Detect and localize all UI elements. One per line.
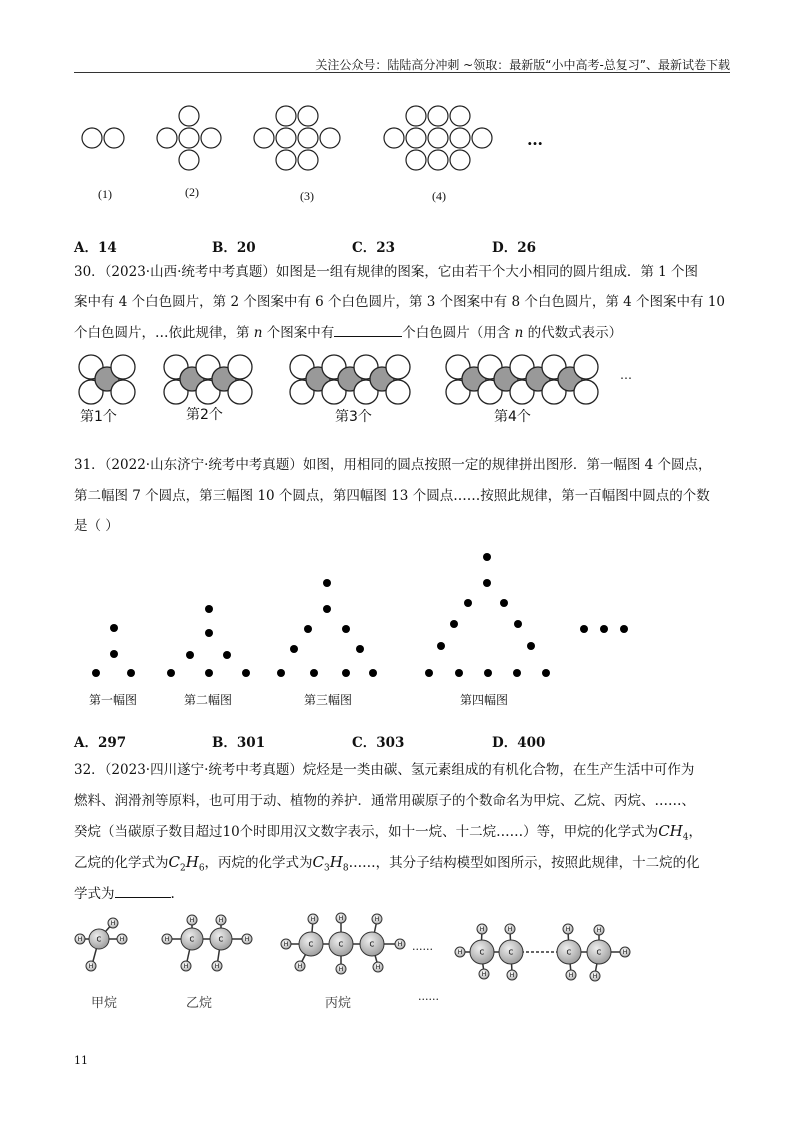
hydrogen-letter: H xyxy=(507,926,513,933)
q29-label-1: (1) xyxy=(98,187,112,201)
q32-molecule-models xyxy=(66,906,656,986)
carbon-letter: C xyxy=(218,935,224,944)
q29-option-b[interactable]: B．20 xyxy=(212,240,256,256)
circle xyxy=(406,150,426,170)
circle xyxy=(179,128,199,148)
dot xyxy=(500,599,508,607)
hydrogen-letter: H xyxy=(189,917,195,924)
dot xyxy=(205,669,213,677)
page-number: 11 xyxy=(74,1054,88,1067)
q31-option-d[interactable]: D．400 xyxy=(492,735,546,751)
carbon-letter: C xyxy=(566,948,572,957)
q32-label-propane: 丙烷 xyxy=(325,996,352,1011)
dot xyxy=(205,605,213,613)
circle xyxy=(104,128,124,148)
hydrogen-letter: H xyxy=(297,963,303,970)
hydrogen-letter: H xyxy=(110,920,116,927)
hydrogen-letter: H xyxy=(183,963,189,970)
dot xyxy=(342,625,350,633)
dot xyxy=(455,669,463,677)
q32-line-1: 32．（2023·四川遂宁·统考中考真题）烷烃是一类由碳、氢元素组成的有机化合物，在生产生活中可作为 xyxy=(74,762,695,778)
hydrogen-letter: H xyxy=(375,964,381,971)
circle xyxy=(406,128,426,148)
dot xyxy=(356,645,364,653)
hydrogen-letter: H xyxy=(244,936,250,943)
disc xyxy=(228,380,252,404)
hydrogen-letter: H xyxy=(622,949,628,956)
circle xyxy=(320,128,340,148)
dot xyxy=(484,669,492,677)
circle xyxy=(179,106,199,126)
q31-label-2: 第二幅图 xyxy=(184,693,233,707)
q31-option-a[interactable]: A．297 xyxy=(74,735,127,751)
q30-label-2: 第2个 xyxy=(186,407,223,423)
circle xyxy=(276,106,296,126)
q32-line-2: 燃料、润滑剂等原料，也可用于动、植物的养护．通常用碳原子的个数命名为甲烷、乙烷、丙烷、……、 xyxy=(74,793,695,809)
q32-label-methane: 甲烷 xyxy=(91,996,118,1011)
circle xyxy=(179,150,199,170)
dot xyxy=(290,645,298,653)
hydrogen-letter: H xyxy=(338,915,344,922)
dot xyxy=(425,669,433,677)
disc xyxy=(111,380,135,404)
circle xyxy=(298,150,318,170)
carbon-letter: C xyxy=(479,948,485,957)
carbon-letter: C xyxy=(508,948,514,957)
circle xyxy=(254,128,274,148)
hydrogen-letter: H xyxy=(310,916,316,923)
q31-dot-patterns xyxy=(70,545,650,685)
dot xyxy=(483,579,491,587)
circle xyxy=(384,128,404,148)
circle xyxy=(82,128,102,148)
header-rule xyxy=(74,72,730,73)
circle xyxy=(450,128,470,148)
dot xyxy=(310,669,318,677)
q29-option-c[interactable]: C．23 xyxy=(352,240,396,256)
q30-answer-blank[interactable] xyxy=(334,322,402,337)
circle xyxy=(428,128,448,148)
hydrogen-letter: H xyxy=(88,963,94,970)
hydrogen-letter: H xyxy=(119,936,125,943)
circle xyxy=(428,150,448,170)
dot xyxy=(514,620,522,628)
dot xyxy=(242,669,250,677)
carbon-letter: C xyxy=(189,935,195,944)
q29-label-2: (2) xyxy=(185,185,199,199)
disc xyxy=(574,355,598,379)
dot xyxy=(369,669,377,677)
q30-disc-patterns xyxy=(70,352,640,410)
circle xyxy=(157,128,177,148)
circle xyxy=(298,106,318,126)
circle xyxy=(201,128,221,148)
ellipsis-dot xyxy=(620,625,628,633)
hydrogen-letter: H xyxy=(509,972,515,979)
dot xyxy=(304,625,312,633)
q31-option-c[interactable]: C．303 xyxy=(352,735,405,751)
carbon-letter: C xyxy=(308,940,314,949)
q31-label-4: 第四幅图 xyxy=(460,693,509,707)
dot xyxy=(277,669,285,677)
q30-line-1: 30．（2023·山西·统考中考真题）如图是一组有规律的图案，它由若干个大小相同的圆片组成．第 1 个图 xyxy=(74,264,699,280)
disc xyxy=(386,380,410,404)
q30-line-2: 案中有 4 个白色圆片，第 2 个图案中有 6 个白色圆片，第 3 个图案中有 8 个白色圆片，第 4 个图案中有 10 xyxy=(74,294,725,310)
carbon-letter: C xyxy=(596,948,602,957)
dot xyxy=(342,669,350,677)
hydrogen-letter: H xyxy=(164,936,170,943)
q32-dots-top: ...... xyxy=(412,940,433,953)
q30-label-1: 第1个 xyxy=(80,409,117,425)
dot xyxy=(205,629,213,637)
dot xyxy=(450,620,458,628)
q31-line-1: 31．（2022·山东济宁·统考中考真题）如图，用相同的圆点按照一定的规律拼出图形．第一幅图 4 个圆点， xyxy=(74,457,712,473)
dot xyxy=(127,669,135,677)
carbon-letter: C xyxy=(96,935,102,944)
q32-line-5: 学式为 . xyxy=(74,883,175,904)
dot xyxy=(92,669,100,677)
q29-label-3: (3) xyxy=(300,189,314,203)
hydrogen-letter: H xyxy=(596,927,602,934)
q31-label-1: 第一幅图 xyxy=(89,693,138,707)
q32-label-ethane: 乙烷 xyxy=(186,996,213,1011)
disc xyxy=(111,355,135,379)
q31-option-b[interactable]: B．301 xyxy=(212,735,266,751)
dot xyxy=(513,669,521,677)
dot xyxy=(464,599,472,607)
dot xyxy=(483,553,491,561)
hydrogen-letter: H xyxy=(592,973,598,980)
dot xyxy=(323,605,331,613)
q30-ellipsis: … xyxy=(620,368,632,382)
carbon-letter: C xyxy=(338,940,344,949)
q32-line-3: 癸烷（当碳原子数目超过10个时即用汉文数字表示，如十一烷、十二烷……）等，甲烷的化学式为$CH_4$， xyxy=(74,822,702,843)
ellipsis-dot xyxy=(600,625,608,633)
q29-ellipsis: … xyxy=(527,130,543,149)
hydrogen-letter: H xyxy=(283,941,289,948)
dot xyxy=(542,669,550,677)
dot xyxy=(167,669,175,677)
circle xyxy=(298,128,318,148)
circle xyxy=(276,150,296,170)
dot xyxy=(437,642,445,650)
dot xyxy=(527,642,535,650)
hydrogen-letter: H xyxy=(77,936,83,943)
disc xyxy=(228,355,252,379)
circle xyxy=(450,106,470,126)
circle xyxy=(428,106,448,126)
circle xyxy=(276,128,296,148)
hydrogen-letter: H xyxy=(397,941,403,948)
q32-line-4: 乙烷的化学式为$C_2H_6$，丙烷的化学式为$C_3H_8\dots\dots$，其分子结构模型如图所示，按照此规律，十二烷的化 xyxy=(74,853,700,874)
hydrogen-letter: H xyxy=(374,916,380,923)
q31-line-2: 第二幅图 7 个圆点，第三幅图 10 个圆点，第四幅图 13 个圆点……按照此规律，第一百幅图中圆点的个数 xyxy=(74,488,710,504)
hydrogen-letter: H xyxy=(338,966,344,973)
q32-answer-blank[interactable] xyxy=(115,883,171,898)
q30-line-3: 个白色圆片，…依此规律，第 n 个图案中有 个白色圆片（用含 n 的代数式表示） xyxy=(74,322,622,343)
disc xyxy=(574,380,598,404)
hydrogen-letter: H xyxy=(479,926,485,933)
circle xyxy=(472,128,492,148)
q31-line-3: 是（ ） xyxy=(74,518,119,534)
q29-circle-patterns xyxy=(70,95,570,210)
q29-option-a[interactable]: A．14 xyxy=(74,240,117,256)
dot xyxy=(110,624,118,632)
dot xyxy=(186,651,194,659)
hydrogen-letter: H xyxy=(214,963,220,970)
dot xyxy=(110,650,118,658)
q32-dots-bottom: ...... xyxy=(418,990,439,1003)
circle xyxy=(450,150,470,170)
carbon-letter: C xyxy=(369,940,375,949)
hydrogen-letter: H xyxy=(565,926,571,933)
dot xyxy=(323,579,331,587)
dot xyxy=(223,651,231,659)
hydrogen-letter: H xyxy=(568,972,574,979)
circle xyxy=(406,106,426,126)
hydrogen-letter: H xyxy=(457,949,463,956)
hydrogen-letter: H xyxy=(481,971,487,978)
q30-label-3: 第3个 xyxy=(335,409,372,425)
ellipsis-dot xyxy=(580,625,588,633)
q29-label-4: (4) xyxy=(432,189,446,203)
q29-option-d[interactable]: D．26 xyxy=(492,240,536,256)
hydrogen-letter: H xyxy=(218,917,224,924)
q31-label-3: 第三幅图 xyxy=(304,693,353,707)
q30-label-4: 第4个 xyxy=(494,409,531,425)
disc xyxy=(386,355,410,379)
page-header: 关注公众号：陆陆高分冲刺 ~领取：最新版“小中高考-总复习”、最新试卷下载 xyxy=(315,58,730,72)
